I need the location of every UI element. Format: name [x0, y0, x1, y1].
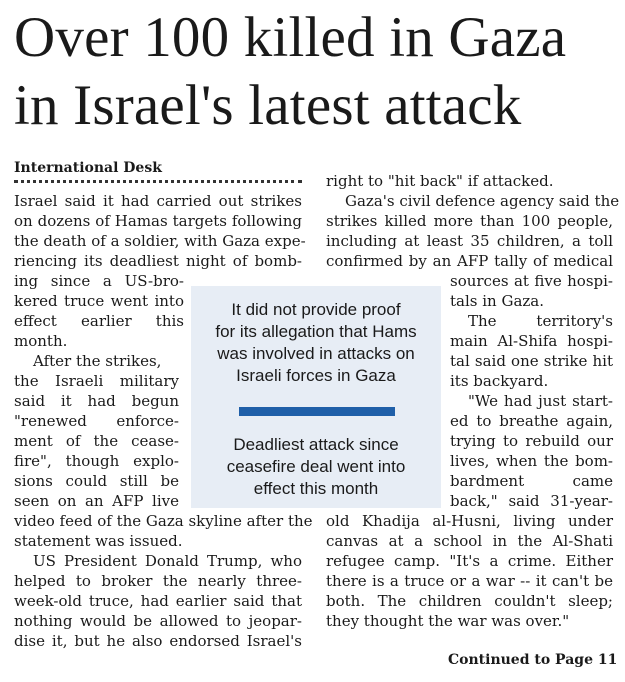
col1-line: ment of the cease- — [14, 432, 179, 450]
col2-line: its backyard. — [450, 372, 549, 390]
col1-line: month. — [14, 332, 68, 350]
accent-divider — [239, 407, 395, 416]
col1-line: helped to broker the nearly three- — [14, 572, 302, 590]
col1-line: week-old truce, had earlier said that — [14, 592, 302, 610]
col2-line: they thought the war was over." — [326, 612, 570, 630]
col2-line: tals in Gaza. — [450, 292, 544, 310]
col1-line: riencing its deadliest night of bomb- — [14, 252, 302, 270]
col2-line: right to "hit back" if attacked. — [326, 172, 554, 190]
col2-line: back," said 31-year- — [450, 492, 613, 510]
pull-caption-line: Deadliest attack since — [233, 435, 399, 454]
col1-line: Israel said it had carried out strikes — [14, 192, 302, 210]
col1-line: nothing would be allowed to jeopar- — [14, 612, 302, 630]
col2-line: including at least 35 children, a toll — [326, 232, 613, 250]
col1-line: the Israeli military — [14, 372, 179, 390]
col1-line: After the strikes, — [33, 352, 162, 370]
col2-line: "We had just start- — [468, 392, 613, 410]
headline-line-1: Over 100 killed in Gaza — [14, 6, 567, 69]
pull-quote-box — [191, 286, 441, 508]
pull-quote-line: was involved in attacks on — [217, 344, 415, 363]
col2-line: Gaza's civil defence agency said the — [345, 192, 620, 210]
col1-line: dise it, but he also endorsed Israel's — [14, 632, 302, 650]
byline: International Desk — [14, 158, 302, 183]
headline-line-2: in Israel's latest attack — [14, 74, 522, 137]
col1-line: video feed of the Gaza skyline after the — [14, 512, 313, 530]
col1-line: kered truce went into — [14, 292, 184, 310]
pull-quote-line: for its allegation that Hams — [215, 322, 417, 341]
col2-line: The territory's — [468, 312, 613, 330]
col1-line: fire", though explo- — [14, 452, 179, 470]
col1-line: sions could still be — [14, 472, 179, 490]
col1-line: said it had begun — [14, 392, 179, 410]
col1-line: seen on an AFP live — [14, 492, 179, 510]
col1-line: the death of a soldier, with Gaza expe- — [14, 232, 306, 250]
col2-line: ed to breathe again, — [450, 412, 613, 430]
col2-line: there is a truce or a war -- it can't be — [326, 572, 613, 590]
headline — [14, 4, 614, 140]
pull-quote-line: Israeli forces in Gaza — [236, 366, 396, 385]
continued-link[interactable]: Continued to Page 11 — [448, 652, 618, 668]
col2-line: sources at five hospi- — [450, 272, 613, 290]
col2-line: both. The children couldn't sleep; — [326, 592, 613, 610]
col2-line: bardment came — [450, 472, 613, 490]
col2-line: main Al-Shifa hospi- — [450, 332, 613, 350]
pull-quote-line: It did not provide proof — [231, 300, 401, 319]
col1-line: on dozens of Hamas targets following — [14, 212, 302, 230]
col2-line: tal said one strike hit — [450, 352, 613, 370]
col1-line: "renewed enforce- — [14, 412, 179, 430]
col2-line: old Khadija al-Husni, living under — [326, 512, 613, 530]
pull-caption-line: effect this month — [253, 479, 379, 498]
col1-line: effect earlier this — [14, 312, 184, 330]
col2-line: lives, when the bom- — [450, 452, 613, 470]
col1-line: ing since a US-bro- — [14, 272, 184, 290]
col1-line: statement was issued. — [14, 532, 183, 550]
col1-line: US President Donald Trump, who — [33, 552, 302, 570]
col2-line: refugee camp. "It's a crime. Either — [326, 552, 613, 570]
col2-line: confirmed by an AFP tally of medical — [326, 252, 613, 270]
pull-caption-line: ceasefire deal went into — [226, 457, 406, 476]
col2-line: trying to rebuild our — [450, 432, 613, 450]
col2-line: strikes killed more than 100 people, — [326, 212, 613, 230]
col2-line: canvas at a school in the Al-Shati — [326, 532, 613, 550]
